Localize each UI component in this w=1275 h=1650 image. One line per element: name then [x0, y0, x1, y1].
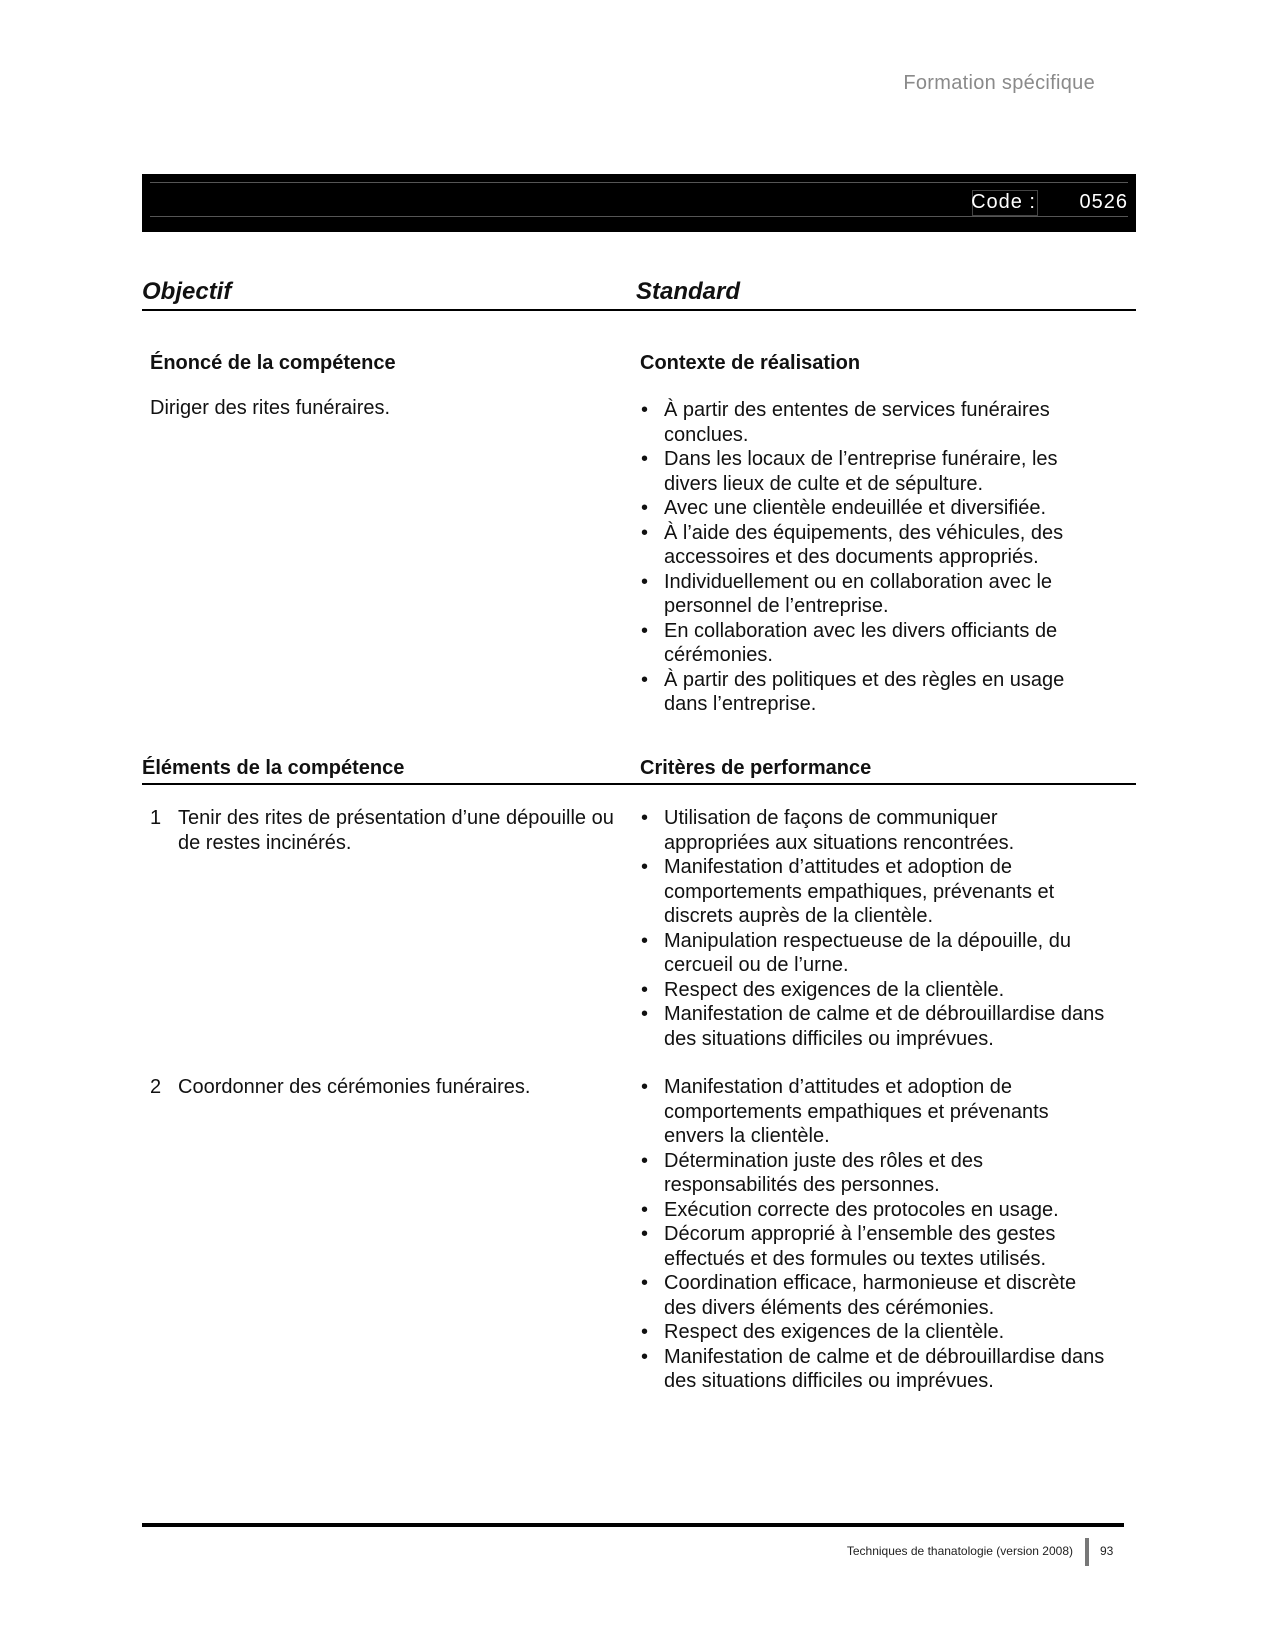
element-text: Tenir des rites de présentation d’une dépouille ou de restes incinérés.: [178, 807, 614, 854]
code-value: 0526: [1079, 191, 1128, 213]
code-label: Code :: [971, 191, 1036, 213]
column-heading-objectif: Objectif: [142, 278, 232, 305]
list-item: • À partir des politiques et des règles en usage dans l’entreprise.: [641, 668, 1106, 717]
elements-heading: Éléments de la compétence: [142, 757, 405, 779]
enonce-heading: Énoncé de la compétence: [150, 352, 396, 374]
list-item: • Décorum approprié à l’ensemble des gestes effectués et des formules ou textes utilisés.: [641, 1222, 1106, 1271]
element-number: 2: [150, 1076, 162, 1098]
contexte-list: [641, 398, 1106, 717]
list-item: • Utilisation de façons de communiquer appropriées aux situations rencontrées.: [641, 806, 1106, 855]
list-item: • Détermination juste des rôles et des responsabilités des personnes.: [641, 1149, 1106, 1198]
list-item: • Manifestation d’attitudes et adoption de comportements empathiques et prévenants envers la clientèle.: [641, 1075, 1106, 1149]
criteria-list-1: [641, 806, 1106, 1051]
footer-title: Techniques de thanatologie (version 2008): [846, 1544, 1073, 1558]
element-text: Coordonner des cérémonies funéraires.: [178, 1076, 531, 1098]
footer-separator: [1085, 1538, 1089, 1566]
element-item-2: [150, 1075, 620, 1100]
code-bar-rule-bottom: [150, 216, 1128, 217]
column-heading-standard: Standard: [636, 278, 741, 305]
element-item-1: [150, 806, 620, 855]
list-item: • Manifestation de calme et de débrouillardise dans des situations difficiles ou imprévues.: [641, 1002, 1106, 1051]
element-number: 1: [150, 807, 162, 829]
list-item: • À l’aide des équipements, des véhicules, des accessoires et des documents appropriés.: [641, 521, 1106, 570]
list-item: • Manifestation de calme et de débrouillardise dans des situations difficiles ou imprévues.: [641, 1345, 1106, 1394]
enonce-text: Diriger des rites funéraires.: [150, 397, 391, 419]
page-number: 93: [1100, 1544, 1114, 1558]
code-bar-rule-top: [150, 182, 1128, 183]
column-heading-rule: [142, 309, 1136, 311]
criteria-list-2: [641, 1075, 1106, 1394]
list-item: • Avec une clientèle endeuillée et diversifiée.: [641, 496, 1106, 521]
list-item: • Respect des exigences de la clientèle.: [641, 1320, 1106, 1345]
list-item: • Exécution correcte des protocoles en usage.: [641, 1198, 1106, 1223]
footer-rule: [142, 1523, 1124, 1527]
list-item: • En collaboration avec les divers officiants de cérémonies.: [641, 619, 1106, 668]
list-item: • Manifestation d’attitudes et adoption de comportements empathiques, prévenants et discrets auprès de la clientèle.: [641, 855, 1106, 929]
elements-heading-rule: [142, 783, 1136, 785]
section-tag: Formation spécifique: [903, 72, 1095, 94]
list-item: • À partir des ententes de services funéraires conclues.: [641, 398, 1106, 447]
list-item: • Respect des exigences de la clientèle.: [641, 978, 1106, 1003]
list-item: • Dans les locaux de l’entreprise funéraire, les divers lieux de culte et de sépulture.: [641, 447, 1106, 496]
contexte-heading: Contexte de réalisation: [640, 352, 861, 374]
criteria-heading: Critères de performance: [640, 757, 872, 779]
list-item: • Coordination efficace, harmonieuse et discrète des divers éléments des cérémonies.: [641, 1271, 1106, 1320]
list-item: • Manipulation respectueuse de la dépouille, du cercueil ou de l’urne.: [641, 929, 1106, 978]
code-bar: [142, 174, 1136, 232]
list-item: • Individuellement ou en collaboration avec le personnel de l’entreprise.: [641, 570, 1106, 619]
